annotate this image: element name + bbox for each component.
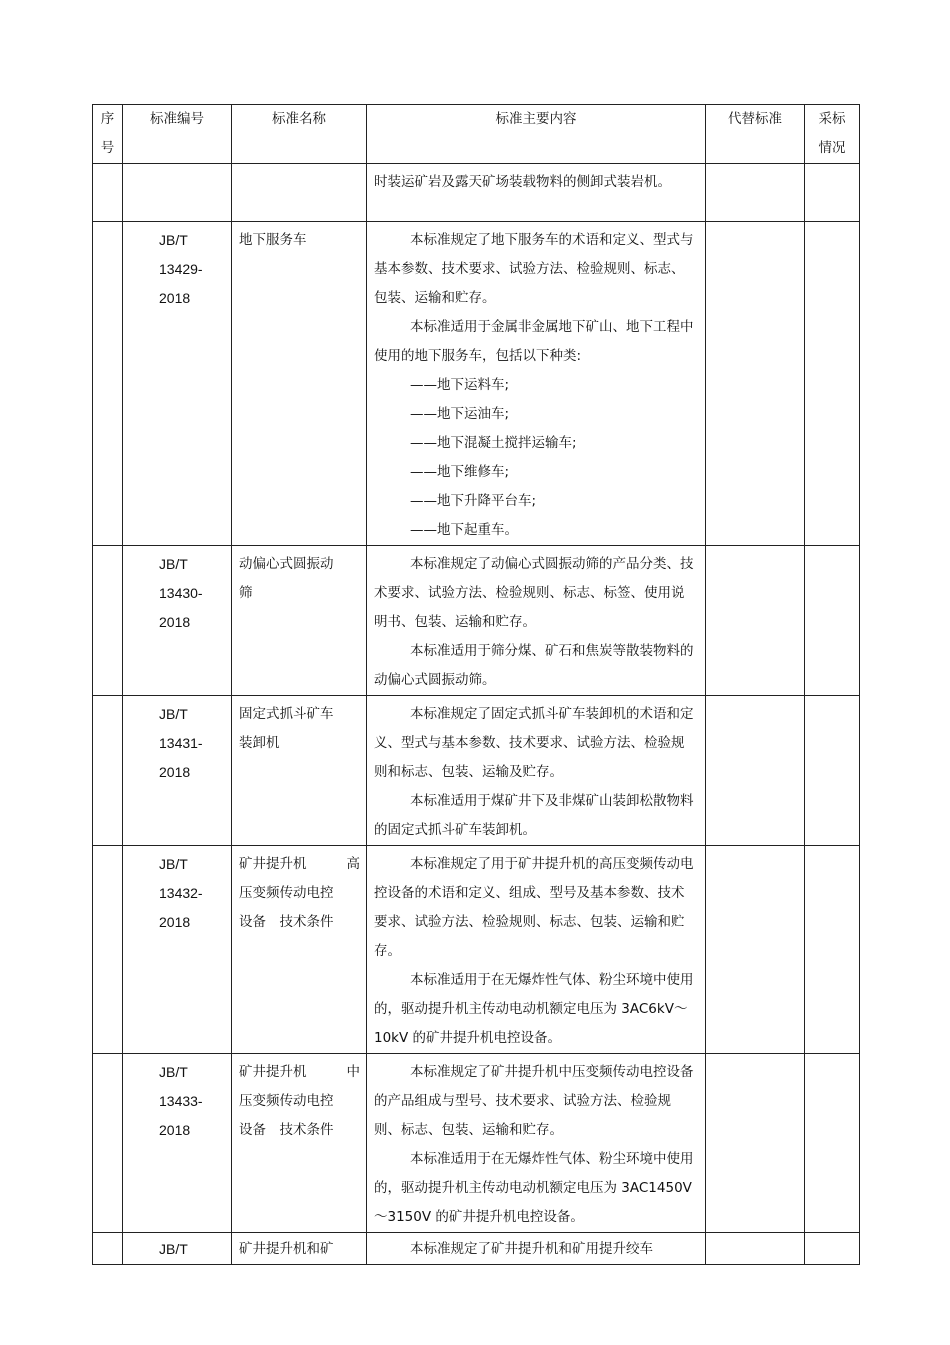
header-adopt: 采标 情况 <box>805 105 860 164</box>
table-row <box>93 222 860 546</box>
content-cell <box>367 222 706 546</box>
content-paragraph: 本标准适用于在无爆炸性气体、粉尘环境中使用的，驱动提升机主传动电动机额定电压为 3AC1450V～3150V 的矿井提升机电控设备。 <box>374 1151 694 1225</box>
content-list-item: ——地下升降平台车; <box>410 493 537 509</box>
header-replace: 代替标准 <box>706 105 805 164</box>
adopt-cell <box>805 546 860 696</box>
replace-cell <box>706 222 805 546</box>
content-list-item: ——地下运料车; <box>410 377 510 393</box>
standards-table <box>92 104 860 1265</box>
code-cell: JB/T 13432-2018 <box>123 846 232 1054</box>
adopt-cell <box>805 1233 860 1265</box>
content-paragraph: 本标准规定了地下服务车的术语和定义、型式与基本参数、技术要求、试验方法、检验规则、标志、包装、运输和贮存。 <box>374 232 694 306</box>
table-row <box>93 546 860 696</box>
name-cell: 矿井提升机 中 压变频传动电控 设备 技术条件 <box>232 1054 367 1233</box>
name-cell: 矿井提升机 高 压变频传动电控 设备 技术条件 <box>232 846 367 1054</box>
adopt-cell <box>805 164 860 222</box>
content-paragraph: 本标准规定了用于矿井提升机的高压变频传动电控设备的术语和定义、组成、型号及基本参数、技术要求、试验方法、检验规则、标志、包装、运输和贮存。 <box>374 856 694 959</box>
table-row <box>93 846 860 1054</box>
name-cell: 矿井提升机和矿 <box>232 1233 367 1265</box>
content-cell <box>367 846 706 1054</box>
content-list-item: ——地下维修车; <box>410 464 510 480</box>
content-cell <box>367 696 706 846</box>
content-paragraph: 本标准规定了固定式抓斗矿车装卸机的术语和定义、型式与基本参数、技术要求、试验方法、检验规则和标志、包装、运输及贮存。 <box>374 706 694 780</box>
seq-cell <box>93 164 123 222</box>
name-cell <box>232 164 367 222</box>
content-text: 时装运矿岩及露天矿场装载物料的侧卸式装岩机。 <box>374 174 671 190</box>
content-paragraph: 本标准规定了矿井提升机中压变频传动电控设备的产品组成与型号、技术要求、试验方法、检验规则、标志、包装、运输和贮存。 <box>374 1064 694 1138</box>
adopt-cell <box>805 222 860 546</box>
content-paragraph: 本标准规定了动偏心式圆振动筛的产品分类、技术要求、试验方法、检验规则、标志、标签、使用说明书、包装、运输和贮存。 <box>374 556 694 630</box>
content-cell <box>367 164 706 222</box>
content-paragraph: 本标准规定了矿井提升机和矿用提升绞车 <box>410 1241 653 1257</box>
content-paragraph: 本标准适用于煤矿井下及非煤矿山装卸松散物料的固定式抓斗矿车装卸机。 <box>374 793 694 838</box>
code-cell: JB/T <box>123 1233 232 1265</box>
content-paragraph: 本标准适用于在无爆炸性气体、粉尘环境中使用的，驱动提升机主传动电动机额定电压为 3AC6kV～10kV 的矿井提升机电控设备。 <box>374 972 694 1046</box>
content-list-item: ——地下混凝土搅拌运输车; <box>410 435 577 451</box>
header-name: 标准名称 <box>232 105 367 164</box>
replace-cell <box>706 696 805 846</box>
content-cell <box>367 1054 706 1233</box>
content-cell <box>367 1233 706 1265</box>
name-cell: 动偏心式圆振动 筛 <box>232 546 367 696</box>
table-row <box>93 1054 860 1233</box>
replace-cell <box>706 846 805 1054</box>
seq-cell <box>93 1054 123 1233</box>
seq-cell <box>93 846 123 1054</box>
code-cell: JB/T 13433-2018 <box>123 1054 232 1233</box>
seq-cell <box>93 546 123 696</box>
replace-cell <box>706 1054 805 1233</box>
adopt-cell <box>805 846 860 1054</box>
seq-cell <box>93 222 123 546</box>
code-cell <box>123 164 232 222</box>
code-cell: JB/T 13431-2018 <box>123 696 232 846</box>
adopt-cell <box>805 696 860 846</box>
header-content: 标准主要内容 <box>367 105 706 164</box>
replace-cell <box>706 1233 805 1265</box>
content-list-item: ——地下运油车; <box>410 406 510 422</box>
name-cell: 地下服务车 <box>232 222 367 546</box>
content-cell <box>367 546 706 696</box>
replace-cell <box>706 546 805 696</box>
code-cell: JB/T 13430-2018 <box>123 546 232 696</box>
header-code: 标准编号 <box>123 105 232 164</box>
header-row <box>93 105 860 164</box>
seq-cell <box>93 696 123 846</box>
content-list-item: ——地下起重车。 <box>410 522 518 538</box>
header-seq: 序 号 <box>93 105 123 164</box>
content-paragraph: 本标准适用于金属非金属地下矿山、地下工程中使用的地下服务车，包括以下种类: <box>374 319 694 364</box>
table-row <box>93 696 860 846</box>
adopt-cell <box>805 1054 860 1233</box>
seq-cell <box>93 1233 123 1265</box>
name-cell: 固定式抓斗矿车 装卸机 <box>232 696 367 846</box>
code-cell: JB/T 13429-2018 <box>123 222 232 546</box>
replace-cell <box>706 164 805 222</box>
table-row <box>93 164 860 222</box>
table-row <box>93 1233 860 1265</box>
content-paragraph: 本标准适用于筛分煤、矿石和焦炭等散装物料的动偏心式圆振动筛。 <box>374 643 694 688</box>
